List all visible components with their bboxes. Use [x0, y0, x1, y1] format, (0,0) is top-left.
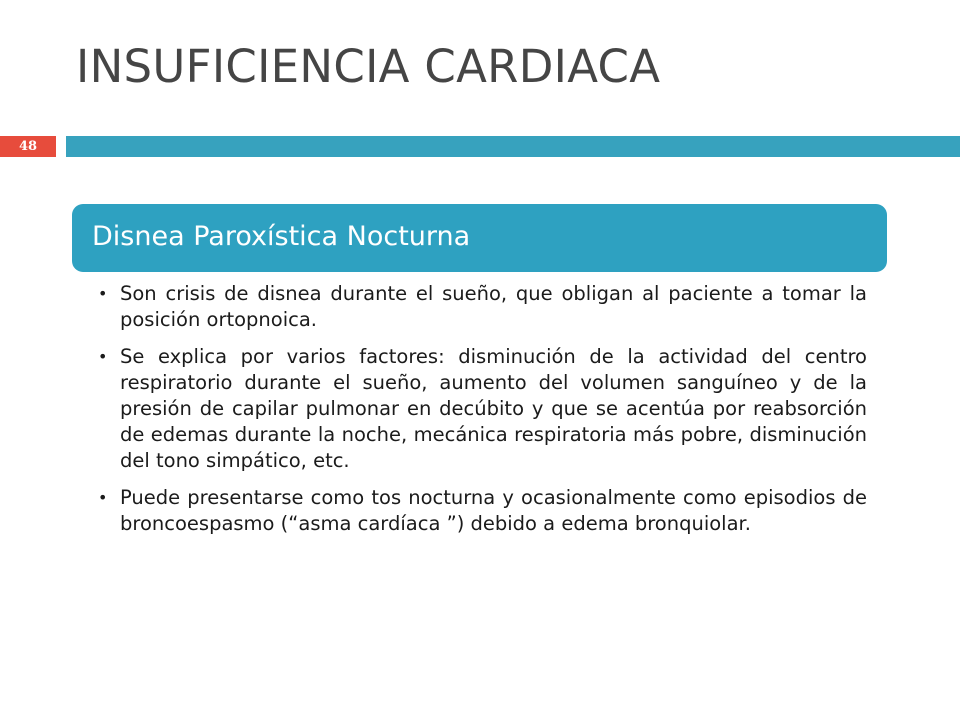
bullet-item: [98, 344, 867, 474]
section-header: Disnea Paroxística Nocturna: [72, 204, 887, 272]
bullet-dot-icon: •: [98, 284, 108, 303]
slide-number-badge: 48: [0, 136, 56, 157]
bullet-text: Se explica por varios factores: disminución de la actividad del centro respiratorio durante el sueño, aumento del volumen sanguíneo y de la presión de capilar pulmonar en decúbito y que se acentúa por reabsorción de edemas durante la noche, mecánica respiratoria más pobre, disminución del tono simpático, etc.: [120, 345, 867, 472]
bullet-item: [98, 485, 867, 537]
bullet-text: Puede presentarse como tos nocturna y ocasionalmente como episodios de broncoespasmo (“asma cardíaca ”) debido a edema bronquiolar.: [120, 486, 867, 535]
bullet-dot-icon: •: [98, 488, 108, 507]
bullet-list: [98, 281, 867, 548]
slide-title: INSUFICIENCIA CARDIACA: [76, 40, 661, 93]
title-accent-bar: [66, 136, 960, 157]
bullet-dot-icon: •: [98, 347, 108, 366]
bullet-item: [98, 281, 867, 333]
bullet-text: Son crisis de disnea durante el sueño, que obligan al paciente a tomar la posición ortopnoica.: [120, 282, 867, 331]
